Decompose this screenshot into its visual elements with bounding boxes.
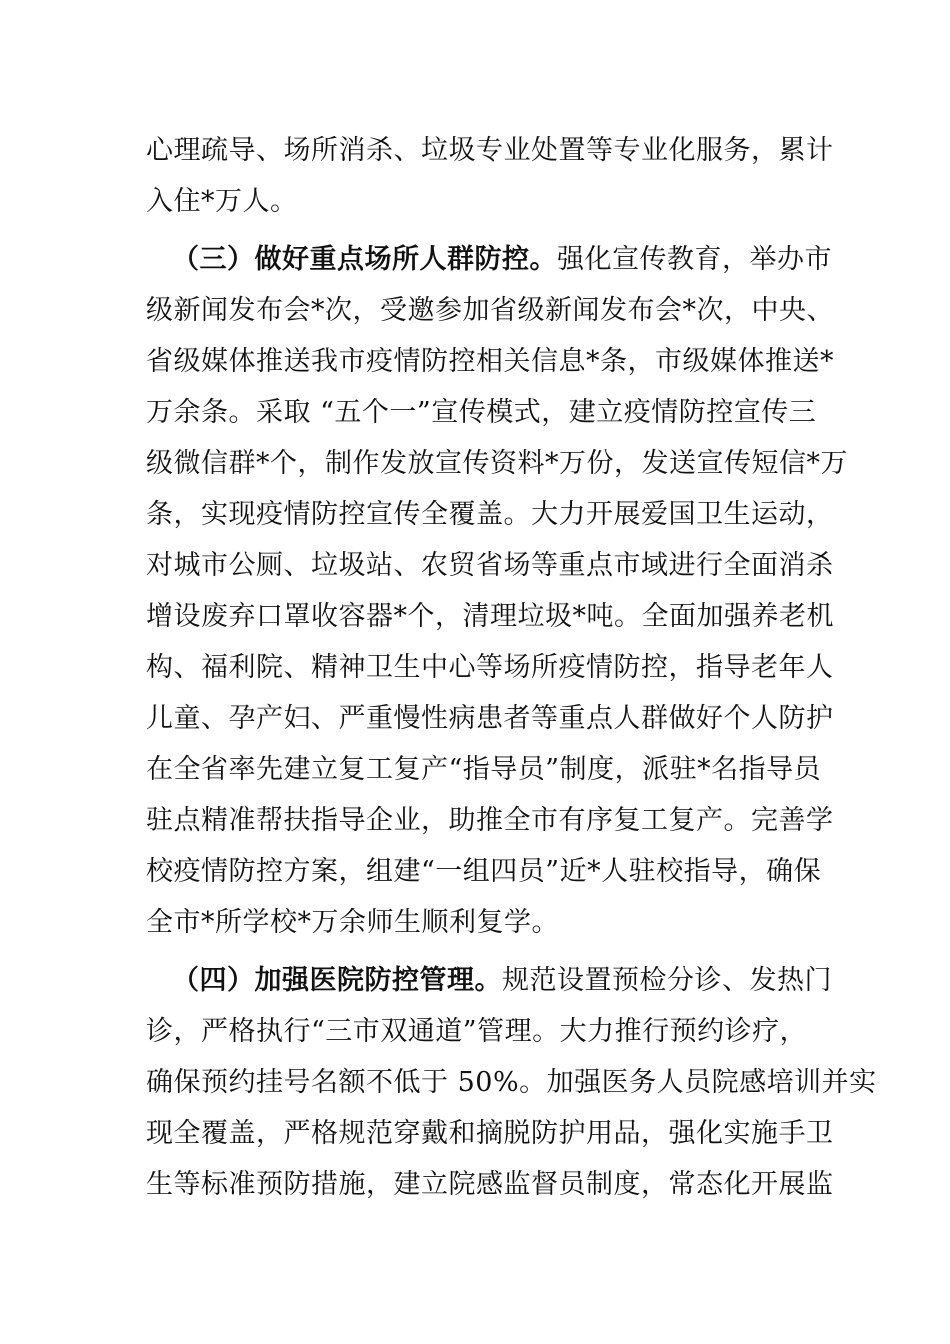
section-heading-three: （三）做好重点场所人群防控。 <box>172 244 557 275</box>
paragraph-line: 对城市公厕、垃圾站、农贸省场等重点市域进行全面消杀 <box>146 550 834 581</box>
paragraph-line: 入住*万人。 <box>146 186 298 217</box>
paragraph-line: 现全覆盖，严格规范穿戴和摘脱防护用品，强化实施手卫 <box>146 1118 834 1149</box>
paragraph-line: 级新闻发布会*次，受邀参加省级新闻发布会*次，中央、 <box>146 295 834 326</box>
paragraph-line: 驻点精准帮扶指导企业，助推全市有序复工复产。完善学 <box>146 805 834 836</box>
paragraph-line: 构、福利院、精神卫生中心等场所疫情防控，指导老年人 <box>146 652 834 683</box>
section-heading-four: （四）加强医院防控管理。 <box>172 965 502 996</box>
paragraph-line: 省级媒体推送我市疫情防控相关信息*条，市级媒体推送* <box>146 346 834 377</box>
section-four-first-line <box>172 961 832 1001</box>
paragraph-line: 校疫情防控方案，组建“一组四员”近*人驻校指导，确保 <box>146 856 822 887</box>
paragraph-line: 心理疏导、场所消杀、垃圾专业处置等专业化服务，累计 <box>146 135 834 166</box>
paragraph-line: 诊，严格执行“三市双通道”管理。大力推行预约诊疗， <box>146 1016 808 1047</box>
paragraph-line: 确保预约挂号名额不低于 50%。加强医务人员院感培训并实 <box>146 1067 877 1098</box>
section-three-first-line <box>172 240 832 280</box>
paragraph-line: 生等标准预防措施，建立院感监督员制度，常态化开展监 <box>146 1169 834 1200</box>
paragraph-line: 级微信群*个，制作发放宣传资料*万份，发送宣传短信*万 <box>146 448 848 479</box>
paragraph-text: 规范设置预检分诊、发热门 <box>502 965 832 996</box>
paragraph-line: 条，实现疫情防控宣传全覆盖。大力开展爱国卫生运动， <box>146 499 834 530</box>
paragraph-line: 儿童、孕产妇、严重慢性病患者等重点人群做好个人防护 <box>146 703 834 734</box>
paragraph-line: 万余条。采取 “五个一”宣传模式，建立疫情防控宣传三 <box>146 397 817 428</box>
paragraph-line: 在全省率先建立复工复产“指导员”制度，派驻*名指导员 <box>146 754 822 785</box>
paragraph-line: 全市*所学校*万余师生顺利复学。 <box>146 907 559 938</box>
paragraph-text: 强化宣传教育，举办市 <box>557 244 832 275</box>
paragraph-line: 增设废弃口罩收容器*个，清理垃圾*吨。全面加强养老机 <box>146 601 834 632</box>
